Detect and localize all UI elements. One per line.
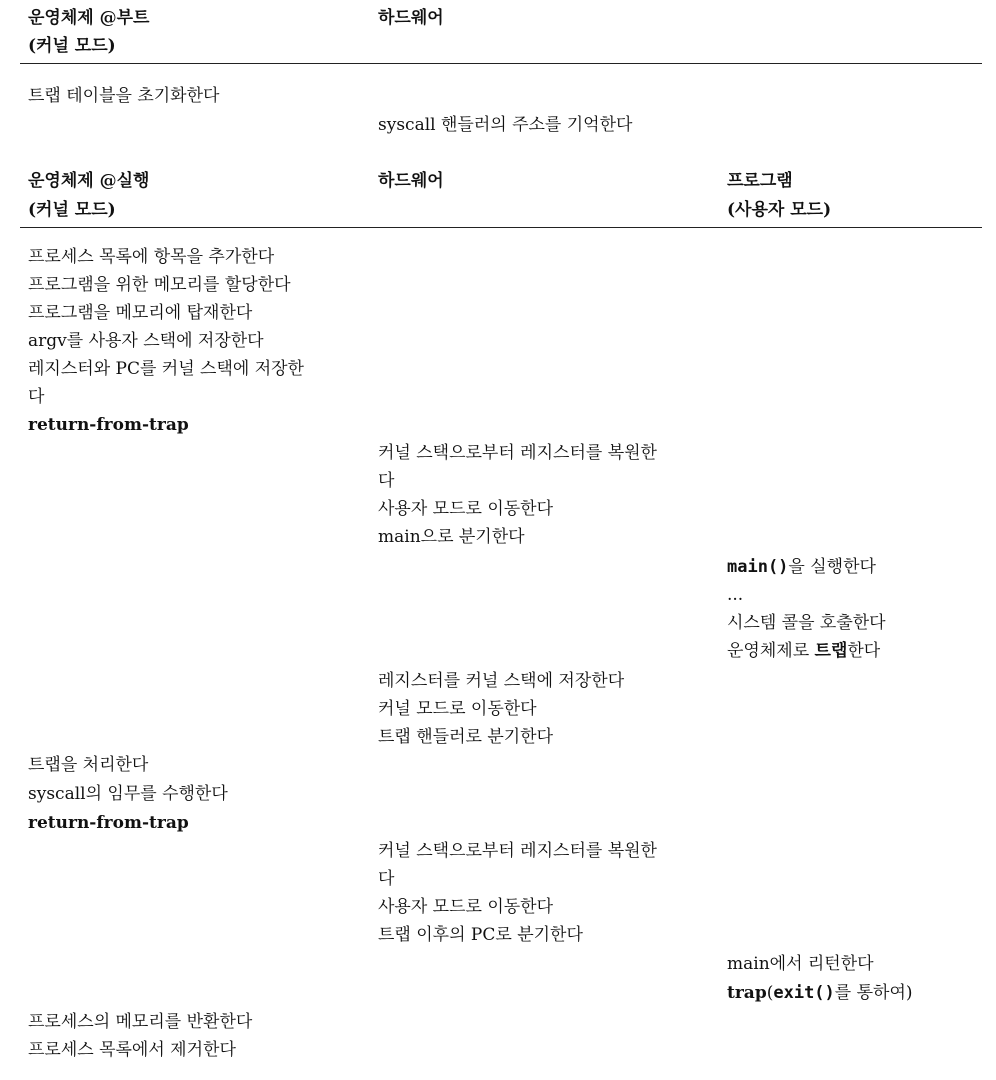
boot-hw-row: syscall 핸들러의 주소를 기억한다 bbox=[378, 115, 633, 135]
os-remove-process: 프로세스 목록에서 제거한다 bbox=[28, 1040, 236, 1060]
run-os-header-mode: (커널 모드) bbox=[28, 200, 116, 220]
hw-kernel-mode: 커널 모드로 이동한다 bbox=[378, 699, 537, 719]
trap-exit-bold: trap bbox=[727, 983, 767, 1003]
hw-restore-regs-2: 커널 스택으로부터 레지스터를 복원한 bbox=[378, 841, 657, 861]
hw-save-regs: 레지스터를 커널 스택에 저장한다 bbox=[378, 671, 625, 691]
exit-code: exit() bbox=[773, 983, 835, 1003]
run-header-rule bbox=[20, 227, 982, 228]
os-step-alloc-memory: 프로그램을 위한 메모리를 할당한다 bbox=[28, 275, 291, 295]
os-step-load-program: 프로그램을 메모리에 탑재한다 bbox=[28, 303, 253, 323]
trap-prefix: 운영체제로 bbox=[727, 641, 815, 661]
prog-trap-exit bbox=[727, 979, 913, 1007]
main-suffix: 을 실행한다 bbox=[788, 557, 876, 577]
hw-jump-after-trap: 트랩 이후의 PC로 분기한다 bbox=[378, 925, 583, 945]
prog-run-main bbox=[727, 553, 876, 581]
os-step-add-process: 프로세스 목록에 항목을 추가한다 bbox=[28, 247, 275, 267]
os-step-save-regs-cont: 다 bbox=[28, 387, 45, 407]
os-return-from-trap-2: return-from-trap bbox=[28, 813, 189, 833]
hw-restore-regs-1: 커널 스택으로부터 레지스터를 복원한 bbox=[378, 443, 657, 463]
prog-return-main: main에서 리턴한다 bbox=[727, 954, 874, 974]
os-free-memory: 프로세스의 메모리를 반환한다 bbox=[28, 1012, 253, 1032]
trap-exit-suffix: 를 통하여) bbox=[834, 983, 913, 1003]
hw-jump-trap-handler: 트랩 핸들러로 분기한다 bbox=[378, 727, 554, 747]
os-do-syscall: syscall의 임무를 수행한다 bbox=[28, 784, 228, 804]
hw-restore-regs-1-cont: 다 bbox=[378, 471, 395, 491]
main-code: main() bbox=[727, 557, 789, 577]
prog-ellipsis: ... bbox=[727, 585, 744, 605]
prog-call-syscall: 시스템 콜을 호출한다 bbox=[727, 613, 886, 633]
trap-bold: 트랩 bbox=[814, 641, 848, 661]
prog-trap-to-os bbox=[727, 637, 880, 665]
boot-hw-header-title: 하드웨어 bbox=[378, 8, 444, 28]
boot-os-row: 트랩 테이블을 초기화한다 bbox=[28, 86, 220, 106]
hw-user-mode-1: 사용자 모드로 이동한다 bbox=[378, 499, 554, 519]
trap-suffix: 한다 bbox=[847, 641, 881, 661]
run-prog-header-title: 프로그램 bbox=[727, 171, 793, 191]
os-handle-trap: 트랩을 처리한다 bbox=[28, 755, 149, 775]
hw-user-mode-2: 사용자 모드로 이동한다 bbox=[378, 897, 554, 917]
os-return-from-trap-1: return-from-trap bbox=[28, 415, 189, 435]
os-step-save-regs: 레지스터와 PC를 커널 스택에 저장한 bbox=[28, 359, 304, 379]
boot-header-rule bbox=[20, 63, 982, 64]
boot-os-header-title: 운영체제 @부트 bbox=[28, 8, 150, 28]
hw-restore-regs-2-cont: 다 bbox=[378, 869, 395, 889]
run-prog-header-mode: (사용자 모드) bbox=[727, 200, 832, 220]
trap-exit-paren: ( bbox=[766, 983, 774, 1003]
boot-os-header-mode: (커널 모드) bbox=[28, 36, 116, 56]
run-hw-header-title: 하드웨어 bbox=[378, 171, 444, 191]
run-os-header-title: 운영체제 @실행 bbox=[28, 171, 150, 191]
os-step-argv: argv를 사용자 스택에 저장한다 bbox=[28, 331, 264, 351]
hw-jump-main: main으로 분기한다 bbox=[378, 527, 525, 547]
